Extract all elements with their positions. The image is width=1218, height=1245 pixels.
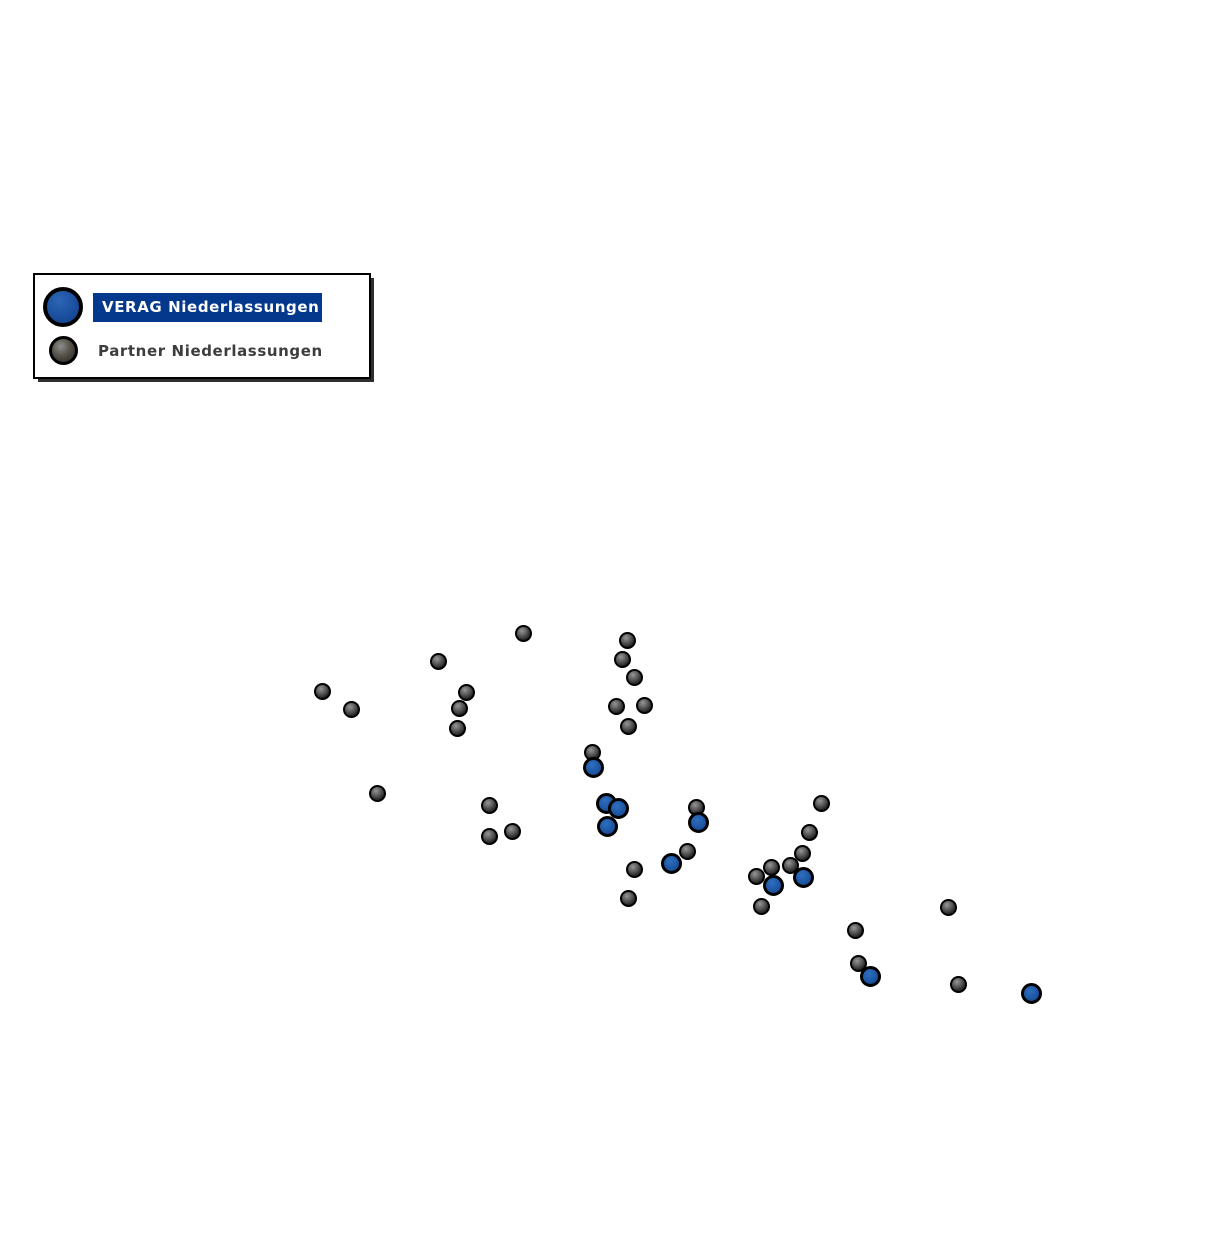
partner-location-dot[interactable] — [847, 922, 864, 939]
verag-legend-label: VERAG Niederlassungen — [93, 293, 322, 322]
partner-location-dot[interactable] — [620, 890, 637, 907]
verag-location-dot[interactable] — [1021, 983, 1042, 1004]
partner-location-dot[interactable] — [679, 843, 696, 860]
partner-location-dot[interactable] — [515, 625, 532, 642]
verag-location-dot[interactable] — [763, 875, 784, 896]
partner-location-dot[interactable] — [626, 861, 643, 878]
partner-legend-label: Partner Niederlassungen — [98, 342, 323, 360]
partner-location-dot[interactable] — [369, 785, 386, 802]
verag-circle-icon — [43, 287, 83, 327]
partner-location-dot[interactable] — [813, 795, 830, 812]
partner-location-dot[interactable] — [614, 651, 631, 668]
verag-location-dot[interactable] — [793, 867, 814, 888]
partner-location-dot[interactable] — [481, 828, 498, 845]
partner-location-dot[interactable] — [940, 899, 957, 916]
partner-location-dot[interactable] — [619, 632, 636, 649]
partner-location-dot[interactable] — [314, 683, 331, 700]
partner-location-dot[interactable] — [451, 700, 468, 717]
verag-location-dot[interactable] — [597, 816, 618, 837]
partner-location-dot[interactable] — [449, 720, 466, 737]
partner-location-dot[interactable] — [748, 868, 765, 885]
partner-location-dot[interactable] — [763, 859, 780, 876]
partner-location-dot[interactable] — [481, 797, 498, 814]
partner-location-dot[interactable] — [620, 718, 637, 735]
verag-location-dot[interactable] — [688, 812, 709, 833]
partner-location-dot[interactable] — [608, 698, 625, 715]
partner-location-dot[interactable] — [458, 684, 475, 701]
partner-location-dot[interactable] — [636, 697, 653, 714]
partner-location-dot[interactable] — [753, 898, 770, 915]
verag-location-dot[interactable] — [583, 757, 604, 778]
partner-location-dot[interactable] — [430, 653, 447, 670]
partner-location-dot[interactable] — [950, 976, 967, 993]
verag-location-dot[interactable] — [661, 853, 682, 874]
verag-location-dot[interactable] — [860, 966, 881, 987]
partner-circle-icon — [49, 336, 78, 365]
partner-location-dot[interactable] — [801, 824, 818, 841]
legend — [33, 273, 371, 379]
partner-location-dot[interactable] — [504, 823, 521, 840]
partner-location-dot[interactable] — [343, 701, 360, 718]
verag-location-dot[interactable] — [608, 798, 629, 819]
partner-location-dot[interactable] — [626, 669, 643, 686]
